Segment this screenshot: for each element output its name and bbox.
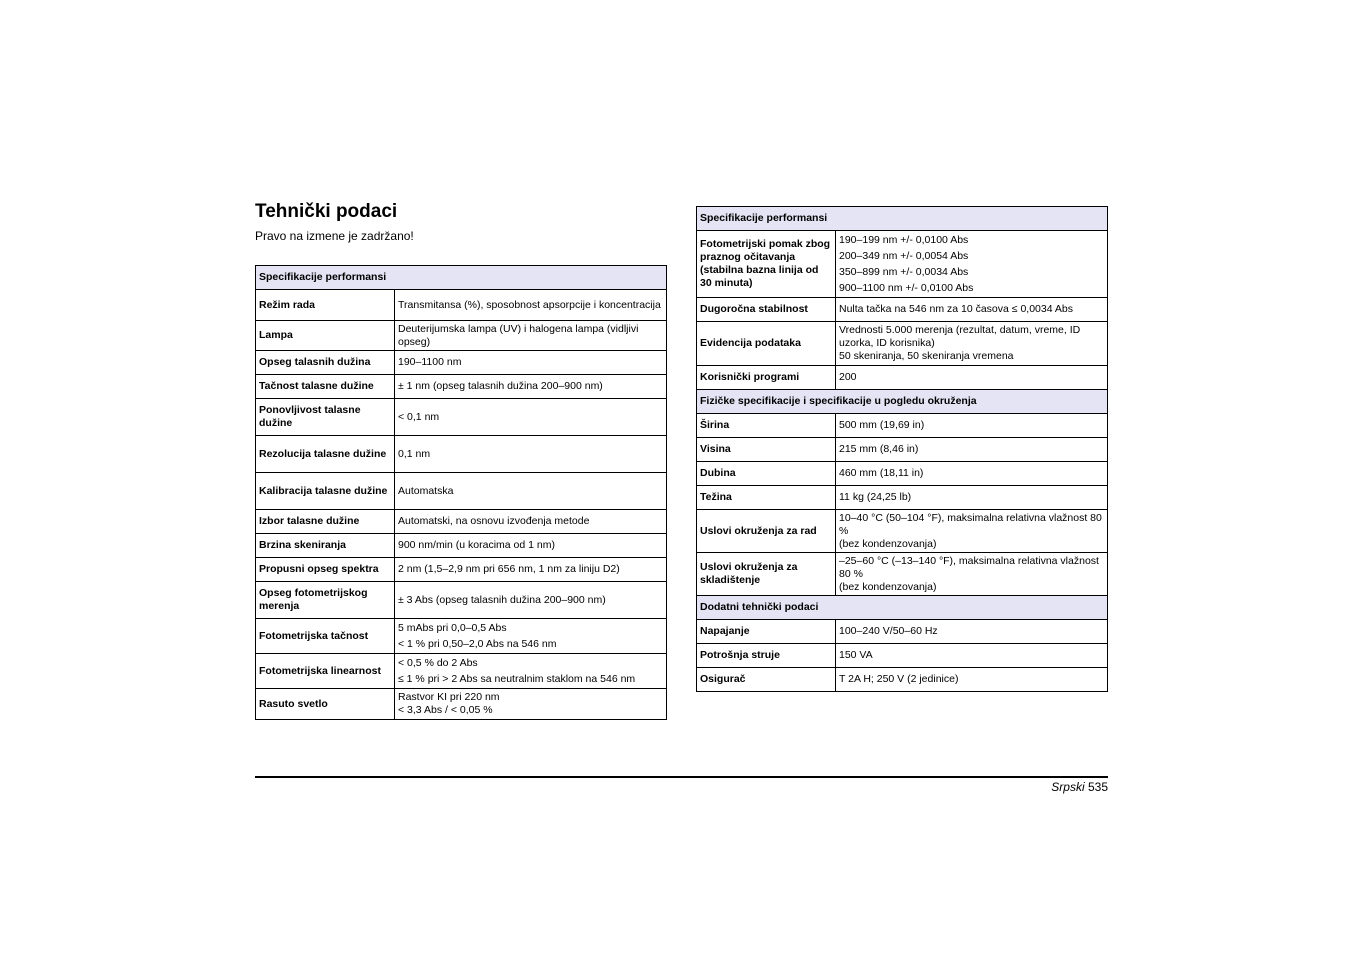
spec-value: 100–240 V/50–60 Hz	[836, 620, 1108, 644]
performance-spec-table	[255, 265, 667, 720]
spec-value-line: < 0,5 % do 2 Abs	[398, 657, 478, 669]
table-row	[697, 438, 1108, 462]
spec-value: ± 1 nm (opseg talasnih dužina 200–900 nm)	[395, 375, 667, 399]
spec-label: Dugoročna stabilnost	[697, 298, 836, 322]
table-row	[256, 558, 667, 582]
spec-label: Tačnost talasne dužine	[256, 375, 395, 399]
table-section-header	[697, 390, 1108, 414]
spec-value-line: < 1 % pri 0,50–2,0 Abs na 546 nm	[398, 638, 557, 650]
page-subtitle: Pravo na izmene je zadržano!	[255, 229, 414, 243]
table-row	[697, 414, 1108, 438]
spec-value	[836, 322, 1108, 366]
spec-label: Fotometrijska tačnost	[256, 619, 395, 654]
table-row	[256, 321, 667, 351]
spec-label: Rezolucija talasne dužine	[256, 436, 395, 473]
spec-value	[395, 654, 667, 689]
footer-language: Srpski	[1051, 780, 1085, 794]
spec-label: Režim rada	[256, 290, 395, 321]
spec-label: Kalibracija talasne dužine	[256, 473, 395, 510]
table-row	[697, 620, 1108, 644]
table-row	[697, 486, 1108, 510]
spec-value-line: (bez kondenzovanja)	[839, 580, 937, 593]
spec-value-line: 5 mAbs pri 0,0–0,5 Abs	[398, 622, 507, 634]
spec-value: 200	[836, 366, 1108, 390]
spec-value-line: 900–1100 nm +/- 0,0100 Abs	[839, 282, 974, 294]
section-title: Specifikacije performansi	[256, 266, 667, 290]
table-row	[697, 644, 1108, 668]
spec-value	[836, 553, 1108, 596]
spec-value-line: < 3,3 Abs / < 0,05 %	[398, 704, 493, 716]
spec-label: Ponovljivost talasne dužine	[256, 399, 395, 436]
spec-label: Brzina skeniranja	[256, 534, 395, 558]
spec-value-line: 10–40 °C (50–104 °F), maksimalna relativna vlažnost 80 %	[839, 511, 1102, 537]
spec-value	[836, 510, 1108, 553]
table-row	[697, 231, 1108, 298]
spec-label: Dubina	[697, 462, 836, 486]
table-section-header	[697, 207, 1108, 231]
spec-label: Lampa	[256, 321, 395, 351]
spec-value: 190–1100 nm	[395, 351, 667, 375]
spec-value: 11 kg (24,25 lb)	[836, 486, 1108, 510]
spec-value-line: ≤ 1 % pri > 2 Abs sa neutralnim staklom na 546 nm	[398, 673, 636, 685]
table-row	[697, 322, 1108, 366]
spec-value-line: 50 skeniranja, 50 skeniranja vremena	[839, 350, 1014, 362]
spec-value: Transmitansa (%), sposobnost apsorpcije i koncentracija	[395, 290, 667, 321]
spec-label: Fotometrijska linearnost	[256, 654, 395, 689]
page-footer	[1051, 780, 1108, 794]
spec-label: Evidencija podataka	[697, 322, 836, 366]
table-row	[697, 553, 1108, 596]
spec-value: Nulta tačka na 546 nm za 10 časova ≤ 0,0034 Abs	[836, 298, 1108, 322]
spec-value: Deuterijumska lampa (UV) i halogena lampa (vidljivi opseg)	[395, 321, 667, 351]
table-row	[256, 375, 667, 399]
spec-label: Visina	[697, 438, 836, 462]
spec-label: Opseg fotometrijskog merenja	[256, 582, 395, 619]
table-row	[256, 689, 667, 720]
spec-value	[836, 231, 1108, 298]
spec-value: < 0,1 nm	[395, 399, 667, 436]
spec-label: Napajanje	[697, 620, 836, 644]
table-row	[697, 668, 1108, 692]
table-row	[697, 510, 1108, 553]
spec-label: Osigurač	[697, 668, 836, 692]
spec-value: 460 mm (18,11 in)	[836, 462, 1108, 486]
spec-value-line: –25–60 °C (–13–140 °F), maksimalna relativna vlažnost 80 %	[839, 554, 1099, 580]
section-title: Specifikacije performansi	[697, 207, 1108, 231]
spec-value: 215 mm (8,46 in)	[836, 438, 1108, 462]
spec-value-line: Rastvor KI pri 220 nm	[398, 691, 500, 703]
spec-label: Potrošnja struje	[697, 644, 836, 668]
section-title: Fizičke specifikacije i specifikacije u pogledu okruženja	[697, 390, 1108, 414]
spec-value: 500 mm (19,69 in)	[836, 414, 1108, 438]
table-row	[256, 351, 667, 375]
table-row	[697, 366, 1108, 390]
spec-value-line: Vrednosti 5.000 merenja (rezultat, datum, vreme, ID uzorka, ID korisnika)	[839, 324, 1081, 349]
spec-value: 900 nm/min (u koracima od 1 nm)	[395, 534, 667, 558]
spec-label: Fotometrijski pomak zbog praznog očitavanja (stabilna bazna linija od 30 minuta)	[697, 231, 836, 298]
table-row	[256, 582, 667, 619]
table-row	[256, 654, 667, 689]
spec-value: T 2A H; 250 V (2 jedinice)	[836, 668, 1108, 692]
spec-label: Opseg talasnih dužina	[256, 351, 395, 375]
table-row	[256, 619, 667, 654]
section-title: Dodatni tehnički podaci	[697, 596, 1108, 620]
spec-label: Rasuto svetlo	[256, 689, 395, 720]
spec-value	[395, 619, 667, 654]
spec-value: 150 VA	[836, 644, 1108, 668]
spec-value	[395, 689, 667, 720]
spec-value-line: 350–899 nm +/- 0,0034 Abs	[839, 266, 969, 278]
table-row	[256, 473, 667, 510]
table-row	[697, 462, 1108, 486]
spec-value: ± 3 Abs (opseg talasnih dužina 200–900 nm)	[395, 582, 667, 619]
spec-value-line: 190–199 nm +/- 0,0100 Abs	[839, 234, 969, 246]
spec-value: Automatski, na osnovu izvođenja metode	[395, 510, 667, 534]
table-section-header	[697, 596, 1108, 620]
spec-value-line: (bez kondenzovanja)	[839, 537, 937, 550]
table-row	[256, 534, 667, 558]
spec-label: Težina	[697, 486, 836, 510]
spec-label: Širina	[697, 414, 836, 438]
table-row	[256, 510, 667, 534]
spec-value-line: 200–349 nm +/- 0,0054 Abs	[839, 250, 969, 262]
page-number: 535	[1087, 780, 1108, 794]
spec-value: Automatska	[395, 473, 667, 510]
table-row	[256, 436, 667, 473]
table-section-header	[256, 266, 667, 290]
spec-label: Uslovi okruženja za skladištenje	[697, 553, 836, 596]
page-title: Tehnički podaci	[255, 201, 398, 222]
table-row	[256, 399, 667, 436]
table-row	[256, 290, 667, 321]
spec-label: Izbor talasne dužine	[256, 510, 395, 534]
spec-value: 2 nm (1,5–2,9 nm pri 656 nm, 1 nm za liniju D2)	[395, 558, 667, 582]
footer-divider	[255, 776, 1108, 778]
spec-label: Korisnički programi	[697, 366, 836, 390]
additional-spec-table	[696, 206, 1108, 692]
table-row	[697, 298, 1108, 322]
spec-label: Uslovi okruženja za rad	[697, 510, 836, 553]
spec-value: 0,1 nm	[395, 436, 667, 473]
spec-label: Propusni opseg spektra	[256, 558, 395, 582]
